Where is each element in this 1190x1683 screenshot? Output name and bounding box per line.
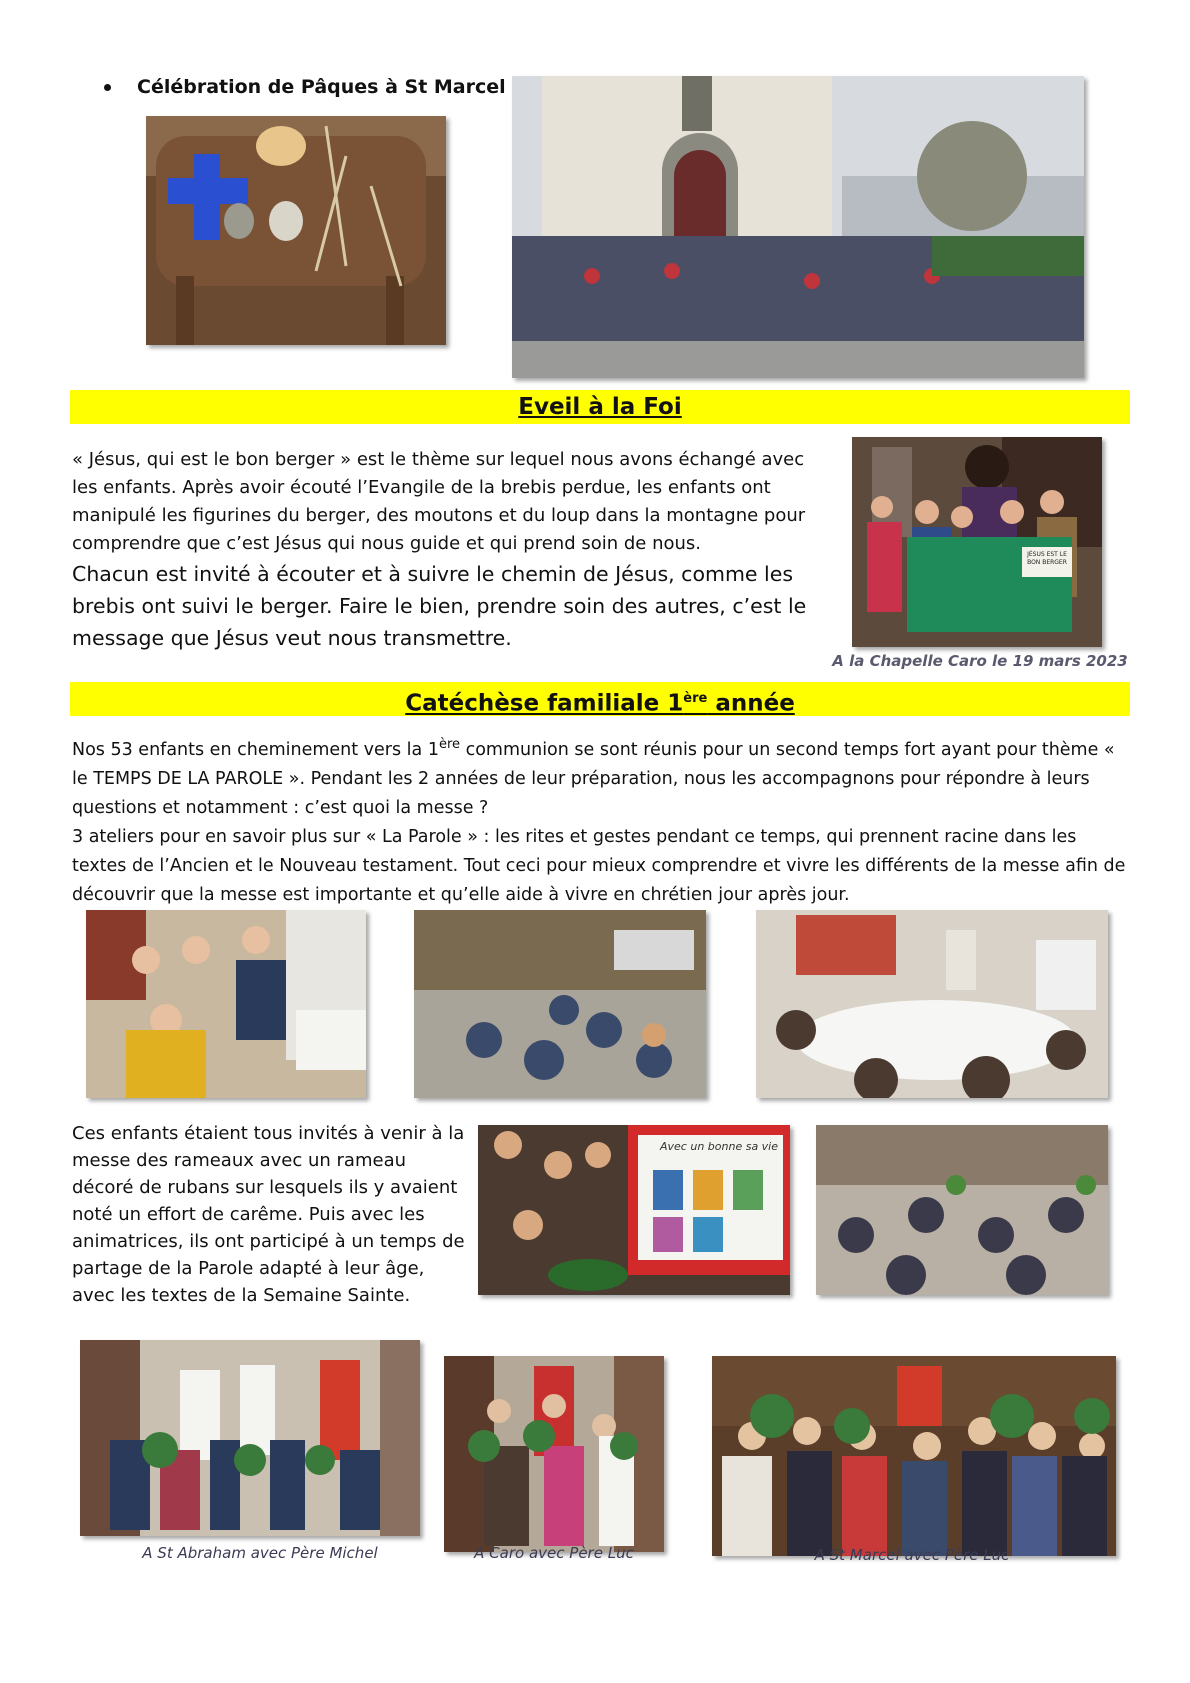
rameaux-text: Ces enfants étaient tous invités à venir à la messe des rameaux avec un rameau décoré de rubans sur lesquels ils y avaient noté un effort de carême. Puis avec les animatrices, ils ont participé à un temps de partage de la Parole adapté à leur âge, avec les textes de la Semaine Sainte. — [72, 1123, 465, 1306]
sharing-photo — [816, 1125, 1108, 1295]
church-group-photo — [512, 76, 1084, 378]
bullet-icon — [104, 84, 111, 91]
workshop-photo-3 — [756, 910, 1108, 1098]
workshop-photo-2 — [414, 910, 706, 1098]
caption-st-abraham: A St Abraham avec Père Michel — [142, 1544, 378, 1562]
cross-stones-table-photo — [146, 116, 446, 345]
eveil-paragraph-1: « Jésus, qui est le bon berger » est le thème sur lequel nous avons échangé avec les enfants. Après avoir écouté l’Evangile de la brebis perdue, les enfants ont manipulé les figurines du berger, des moutons et du loup dans la montagne pour comprendre que c’est Jésus qui nous guide et qui prend soin de nous. — [72, 449, 806, 554]
catechese-heading-end: année — [707, 690, 795, 717]
bullet-title — [104, 76, 506, 98]
poster-text: Avec un bonne sa vie — [660, 1140, 779, 1153]
catechese-paragraph-1 — [72, 730, 1130, 823]
st-marcel-photo — [712, 1356, 1116, 1556]
catechese-heading-main: Catéchèse familiale 1 — [405, 690, 684, 717]
catechese-paragraph-2: 3 ateliers pour en savoir plus sur « La Parole » : les rites et gestes pendant ce temps, qui prennent racine dans les textes de l’Ancien et le Nouveau testament. Tout ceci pour mieux comprendre et vivre les différents de la messe afin de découvrir que la messe est importante et qu’elle aide à vivre en chrétien jour après jour. — [72, 826, 1126, 905]
catechese-text — [72, 730, 1130, 910]
caption-st-marcel: A St Marcel avec Père Luc — [814, 1546, 1010, 1564]
catechese-heading-sup: ère — [683, 691, 708, 706]
poster-photo — [478, 1125, 790, 1295]
eveil-paragraph-2: Chacun est invité à écouter et à suivre le chemin de Jésus, comme les brebis ont suivi le berger. Faire le bien, prendre soin des autres, c’est le message que Jésus veut nous transmettre. — [72, 562, 807, 650]
caro-photo — [444, 1356, 664, 1552]
chapelle-caro-photo — [852, 437, 1102, 647]
catechese-p1-b: communion se sont réunis pour un second temps fort ayant pour thème « le TEMPS DE LA PAROLE ». Pendant les 2 années de leur préparation, nous les accompagnons pour répondre à leurs questions et notamment : c’est quoi la messe ? — [72, 739, 1115, 818]
catechese-p1-sup: ère — [438, 737, 461, 752]
catechese-p1-a: Nos 53 enfants en cheminement vers la 1 — [72, 739, 439, 760]
eveil-heading: Eveil à la Foi — [70, 390, 1130, 424]
workshop-photo-1 — [86, 910, 366, 1098]
eveil-photo-caption: A la Chapelle Caro le 19 mars 2023 — [832, 652, 1128, 670]
bon-berger-banner: JÉSUS EST LE BON BERGER — [1027, 551, 1067, 566]
caption-caro: A Caro avec Père Luc — [474, 1544, 634, 1562]
eveil-text — [72, 446, 827, 654]
st-abraham-photo — [80, 1340, 420, 1536]
catechese-heading — [70, 682, 1130, 716]
paques-title: Célébration de Pâques à St Marcel — [137, 76, 506, 98]
